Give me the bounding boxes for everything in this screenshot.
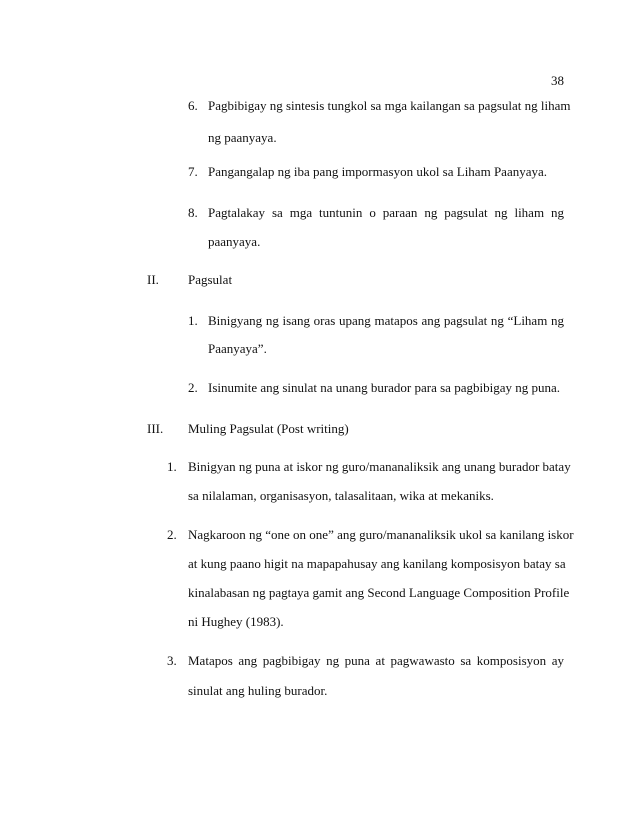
section-numeral: III. <box>147 421 164 436</box>
list-item-line: paanyaya. <box>208 234 261 249</box>
list-item-number: 8. <box>188 205 198 220</box>
section-numeral: II. <box>147 272 159 287</box>
list-item-line: kinalabasan ng pagtaya gamit ang Second Language Composition Profile <box>188 585 570 600</box>
list-item-number: 3. <box>167 653 177 668</box>
list-item-number: 2. <box>188 380 198 395</box>
section-title: Muling Pagsulat (Post writing) <box>188 421 349 436</box>
list-item-number: 6. <box>188 98 198 113</box>
list-item-line: Isinumite ang sinulat na unang burador para sa pagbibigay ng puna. <box>208 380 560 395</box>
list-item-number: 1. <box>167 459 177 474</box>
page-number: 38 <box>551 73 564 88</box>
list-item-line: Binigyan ng puna at iskor ng guro/mananaliksik ang unang burador batay <box>188 459 571 474</box>
list-item-line: Pagbibigay ng sintesis tungkol sa mga kailangan sa pagsulat ng liham <box>208 98 571 113</box>
list-item-number: 2. <box>167 527 177 542</box>
list-item-number: 1. <box>188 313 198 328</box>
list-item-line: sa nilalaman, organisasyon, talasalitaan, wika at mekaniks. <box>188 488 494 503</box>
list-item-line: Pagtalakay sa mga tuntunin o paraan ng pagsulat ng liham ng <box>208 205 564 220</box>
list-item-line: sinulat ang huling burador. <box>188 683 328 698</box>
list-item-line: Matapos ang pagbibigay ng puna at pagwawasto sa komposisyon ay <box>188 653 564 668</box>
list-item-line: Pangangalap ng iba pang impormasyon ukol sa Liham Paanyaya. <box>208 164 548 179</box>
list-item-line: ni Hughey (1983). <box>188 614 284 629</box>
list-item-line: Paanyaya”. <box>208 341 267 356</box>
section-title: Pagsulat <box>188 272 233 287</box>
list-item-line: Nagkaroon ng “one on one” ang guro/mananaliksik ukol sa kanilang iskor <box>188 527 574 542</box>
list-item-line: Binigyang ng isang oras upang matapos ang pagsulat ng “Liham ng <box>208 313 564 328</box>
list-item-number: 7. <box>188 164 198 179</box>
list-item-line: ng paanyaya. <box>208 130 277 145</box>
list-item-line: at kung paano higit na mapapahusay ang kanilang komposisyon batay sa <box>188 556 566 571</box>
